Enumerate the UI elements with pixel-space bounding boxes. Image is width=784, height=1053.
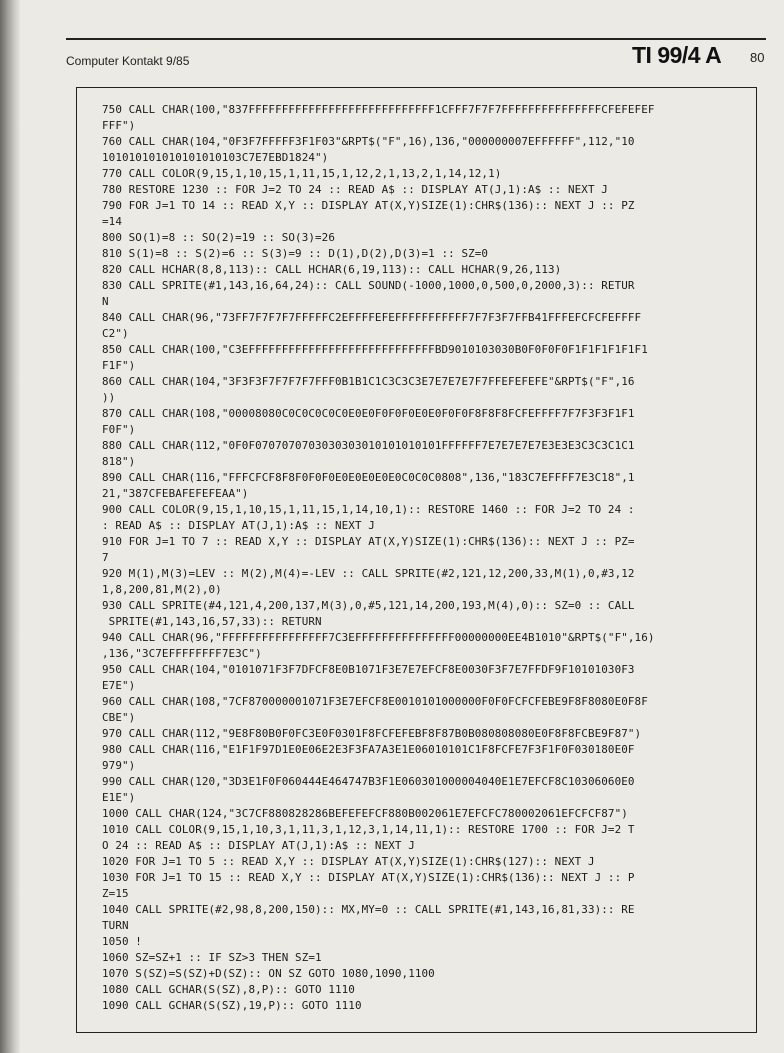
code-line: 820 CALL HCHAR(8,8,113):: CALL HCHAR(6,19,113):: CALL HCHAR(9,26,113) <box>102 263 562 276</box>
code-line: 1050 ! <box>102 935 142 948</box>
code-line: 950 CALL CHAR(104,"0101071F3F7DFCF8E0B1071F3E7E7EFCF8E0030F3F7E7FFDF9F10101030F3 <box>102 663 635 676</box>
code-line: N <box>102 295 109 308</box>
code-line: E1E") <box>102 791 136 804</box>
code-line: E7E") <box>102 679 136 692</box>
code-line: =14 <box>102 215 122 228</box>
code-line: Z=15 <box>102 887 129 900</box>
code-line: 1090 CALL GCHAR(S(SZ),19,P):: GOTO 1110 <box>102 999 362 1012</box>
code-line: 930 CALL SPRITE(#4,121,4,200,137,M(3),0,#5,121,14,200,193,M(4),0):: SZ=0 :: CALL <box>102 599 635 612</box>
code-line: 840 CALL CHAR(96,"73FF7F7F7F7FFFFFC2EFFFFEFEFFFFFFFFFFF7F7F3F7FFB41FFFEFCFCFEFFFF <box>102 311 642 324</box>
code-line: 850 CALL CHAR(100,"C3EFFFFFFFFFFFFFFFFFFFFFFFFFFFFBD9010103030B0F0F0F0F1F1F1F1F1F1 <box>102 343 648 356</box>
code-line: 1040 CALL SPRITE(#2,98,8,200,150):: MX,MY=0 :: CALL SPRITE(#1,143,16,81,33):: RE <box>102 903 635 916</box>
code-line: C2") <box>102 327 129 340</box>
page-binding-shadow <box>0 0 20 1053</box>
code-line: : READ A$ :: DISPLAY AT(J,1):A$ :: NEXT J <box>102 519 375 532</box>
code-line: 979") <box>102 759 136 772</box>
code-line: F0F") <box>102 423 136 436</box>
code-line: CBE") <box>102 711 136 724</box>
code-line: 1020 FOR J=1 TO 5 :: READ X,Y :: DISPLAY AT(X,Y)SIZE(1):CHR$(127):: NEXT J <box>102 855 595 868</box>
code-line: 1070 S(SZ)=S(SZ)+D(SZ):: ON SZ GOTO 1080,1090,1100 <box>102 967 435 980</box>
code-line: 860 CALL CHAR(104,"3F3F3F7F7F7F7FFF0B1B1C1C3C3C3E7E7E7E7F7FFEFEFEFE"&RPT$("F",16 <box>102 375 635 388</box>
code-line: FFF") <box>102 119 136 132</box>
code-line: 750 CALL CHAR(100,"837FFFFFFFFFFFFFFFFFFFFFFFFFFFF1CFFF7F7F7FFFFFFFFFFFFFFFCFEFEFEF <box>102 103 655 116</box>
code-line: 1080 CALL GCHAR(S(SZ),8,P):: GOTO 1110 <box>102 983 355 996</box>
code-line: 818") <box>102 455 136 468</box>
code-line: 900 CALL COLOR(9,15,1,10,15,1,11,15,1,14,10,1):: RESTORE 1460 :: FOR J=2 TO 24 : <box>102 503 635 516</box>
section-title: TI 99/4 A <box>632 42 722 68</box>
code-line: 870 CALL CHAR(108,"00008080C0C0C0C0C0E0E0F0F0F0E0E0F0F0F8F8F8FCFEFFFF7F7F3F3F1F1 <box>102 407 635 420</box>
code-line: 970 CALL CHAR(112,"9E8F80B0F0FC3E0F0301F8FCFEFEBF8F87B0B080808080E0F8F8FCBE9F87") <box>102 727 642 740</box>
code-line: )) <box>102 391 116 404</box>
code-line: 880 CALL CHAR(112,"0F0F0707070703030303010101010101FFFFFF7E7E7E7E7E3E3E3C3C3C1C1 <box>102 439 635 452</box>
code-line: 910 FOR J=1 TO 7 :: READ X,Y :: DISPLAY AT(X,Y)SIZE(1):CHR$(136):: NEXT J :: PZ= <box>102 535 635 548</box>
code-line: 940 CALL CHAR(96,"FFFFFFFFFFFFFFFF7C3EFFFFFFFFFFFFFFF00000000EE4B1010"&RPT$("F",16) <box>102 631 655 644</box>
code-line: 101010101010101010103C7E7EBD1824") <box>102 151 329 164</box>
code-line: F1F") <box>102 359 136 372</box>
code-line: 21,"387CFEBAFEFEFEAA") <box>102 487 249 500</box>
code-line: 810 S(1)=8 :: S(2)=6 :: S(3)=9 :: D(1),D(2),D(3)=1 :: SZ=0 <box>102 247 489 260</box>
code-line: 770 CALL COLOR(9,15,1,10,15,1,11,15,1,12,2,1,13,2,1,14,12,1) <box>102 167 502 180</box>
code-line: 980 CALL CHAR(116,"E1F1F97D1E0E06E2E3F3FA7A3E1E06010101C1F8FCFE7F3F1F0F030180E0F <box>102 743 635 756</box>
code-line: 920 M(1),M(3)=LEV :: M(2),M(4)=-LEV :: CALL SPRITE(#2,121,12,200,33,M(1),0,#3,12 <box>102 567 635 580</box>
code-line: TURN <box>102 919 129 932</box>
code-line: 1010 CALL COLOR(9,15,1,10,3,1,11,3,1,12,3,1,14,11,1):: RESTORE 1700 :: FOR J=2 T <box>102 823 635 836</box>
code-line: 1,8,200,81,M(2),0) <box>102 583 222 596</box>
page-number: 80 <box>750 50 765 65</box>
code-line: 1030 FOR J=1 TO 15 :: READ X,Y :: DISPLAY AT(X,Y)SIZE(1):CHR$(136):: NEXT J :: P <box>102 871 635 884</box>
code-line: 830 CALL SPRITE(#1,143,16,64,24):: CALL SOUND(-1000,1000,0,500,0,2000,3):: RETUR <box>102 279 635 292</box>
code-line: 990 CALL CHAR(120,"3D3E1F0F060444E464747B3F1E060301000004040E1E7EFCF8C10306060E0 <box>102 775 635 788</box>
code-line: SPRITE(#1,143,16,57,33):: RETURN <box>102 615 322 628</box>
code-line: 780 RESTORE 1230 :: FOR J=2 TO 24 :: READ A$ :: DISPLAY AT(J,1):A$ :: NEXT J <box>102 183 608 196</box>
code-line: 790 FOR J=1 TO 14 :: READ X,Y :: DISPLAY AT(X,Y)SIZE(1):CHR$(136):: NEXT J :: PZ <box>102 199 635 212</box>
code-line: ,136,"3C7EFFFFFFFF7E3C") <box>102 647 262 660</box>
magazine-issue: Computer Kontakt 9/85 <box>66 54 190 68</box>
basic-listing <box>102 102 752 1014</box>
page-header <box>66 38 766 72</box>
code-line: O 24 :: READ A$ :: DISPLAY AT(J,1):A$ :: NEXT J <box>102 839 415 852</box>
code-line: 760 CALL CHAR(104,"0F3F7FFFFF3F1F03"&RPT$("F",16),136,"000000007EFFFFFF",112,"10 <box>102 135 635 148</box>
code-line: 1060 SZ=SZ+1 :: IF SZ>3 THEN SZ=1 <box>102 951 322 964</box>
code-line: 800 SO(1)=8 :: SO(2)=19 :: SO(3)=26 <box>102 231 335 244</box>
code-line: 1000 CALL CHAR(124,"3C7CF880828286BEFEFEFCF880B002061E7EFCFC780002061EFCFCF87") <box>102 807 628 820</box>
code-line: 7 <box>102 551 109 564</box>
code-line: 960 CALL CHAR(108,"7CF870000001071F3E7EFCF8E0010101000000F0F0FCFCFEBE9F8F8080E0F8F <box>102 695 648 708</box>
code-line: 890 CALL CHAR(116,"FFFCFCF8F8F0F0F0E0E0E0E0E0C0C0C0808",136,"183C7EFFFF7E3C18",1 <box>102 471 635 484</box>
